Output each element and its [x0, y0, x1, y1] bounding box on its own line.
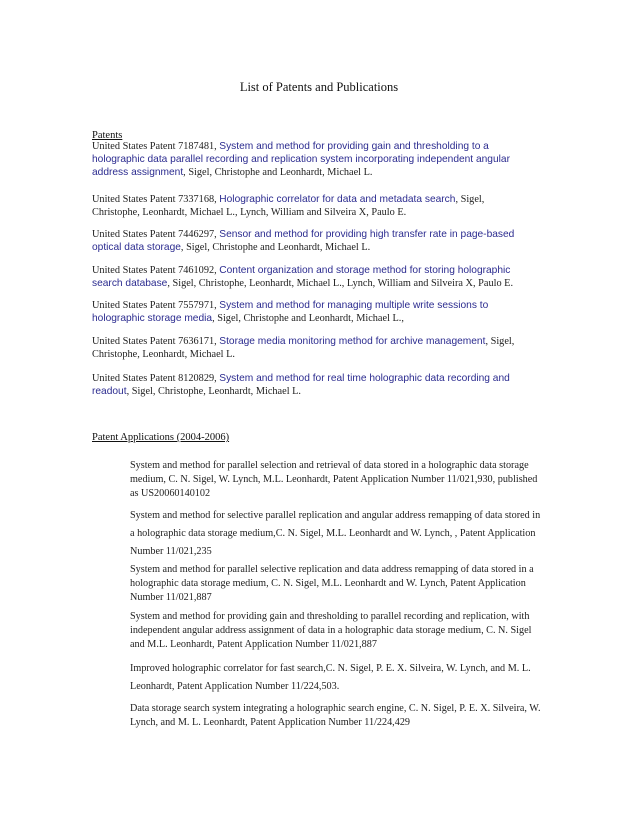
patent-entry	[92, 335, 532, 361]
patent-title-link[interactable]: System and method for real time holographic data recording and readout	[92, 373, 510, 397]
patent-number: United States Patent 7187481,	[92, 141, 217, 152]
patents-heading: Patents	[92, 130, 123, 141]
patent-title-link[interactable]: Storage media monitoring method for archive management	[219, 336, 486, 347]
applications-heading: Patent Applications (2004-2006)	[92, 432, 230, 443]
patent-authors: , Sigel, Christophe, Leonhardt, Michael L., Lynch, William and Silveira X, Paulo E.	[167, 278, 514, 289]
patent-authors: , Sigel, Christophe and Leonhardt, Michael L.,	[212, 313, 404, 324]
patent-authors: , Sigel, Christophe and Leonhardt, Michael L.	[180, 242, 371, 253]
patent-number: United States Patent 7337168,	[92, 194, 217, 205]
patent-authors: , Sigel, Christophe, Leonhardt, Michael L.	[126, 386, 302, 397]
patent-number: United States Patent 7557971,	[92, 300, 217, 311]
patent-number: United States Patent 7636171,	[92, 336, 217, 347]
patent-title-link[interactable]: System and method for providing gain and thresholding to a holographic data parallel recording and replication system incorporating independent angular address assignment	[92, 141, 510, 178]
patent-title-link[interactable]: Content organization and storage method for storing holographic search database	[92, 265, 511, 289]
patent-entry	[92, 299, 532, 325]
application-entry: Improved holographic correlator for fast search,C. N. Sigel, P. E. X. Silveira, W. Lynch, and M. L. Leonhardt, Patent Application Number 11/224,503.	[130, 663, 531, 692]
patent-title-link[interactable]: Holographic correlator for data and metadata search	[219, 194, 456, 205]
patent-entry	[92, 264, 532, 290]
patent-authors: , Sigel, Christophe, Leonhardt, Michael L., Lynch, William and Silveira X, Paulo E.	[92, 194, 485, 218]
application-entry: System and method for providing gain and thresholding to parallel recording and replication, with independent angular address assignment of data in a holographic data storage medium, C. N. Sigel and M.L. Leonhardt, Patent Application Number 11/021,887	[130, 611, 532, 650]
patent-title-link[interactable]: System and method for managing multiple write sessions to holographic storage media	[92, 300, 489, 324]
patent-entry	[92, 228, 532, 254]
application-entry: Data storage search system integrating a holographic search engine, C. N. Sigel, P. E. X. Silveira, W. Lynch, and M. L. Leonhardt, Patent Application Number 11/224,429	[130, 703, 541, 728]
patent-authors: , Sigel, Christophe, Leonhardt, Michael L.	[92, 336, 515, 360]
patent-entry	[92, 193, 532, 219]
patent-number: United States Patent 7446297,	[92, 229, 217, 240]
page-title: List of Patents and Publications	[239, 80, 399, 94]
patent-number: United States Patent 8120829,	[92, 373, 217, 384]
patent-number: United States Patent 7461092,	[92, 265, 217, 276]
patent-entry	[92, 372, 532, 398]
patent-title-link[interactable]: Sensor and method for providing high transfer rate in page-based optical data storage	[92, 229, 515, 253]
application-entry: System and method for selective parallel replication and angular address remapping of data stored in a holographic data storage medium,C. N. Sigel, M.L. Leonhardt and W. Lynch, , Patent Application Number 11/021,235	[130, 510, 541, 557]
application-entry: System and method for parallel selective replication and data address remapping of data stored in a holographic data storage medium, C. N. Sigel, M.L. Leonhardt and W. Lynch, Patent Application Number 11/021,887	[130, 564, 534, 603]
patent-authors: , Sigel, Christophe and Leonhardt, Michael L.	[183, 167, 373, 178]
application-entry: System and method for parallel selection and retrieval of data stored in a holographic data storage medium, C. N. Sigel, W. Lynch, M.L. Leonhardt, Patent Application Number 11/021,930, published as US20060140102	[130, 460, 538, 499]
patent-entry	[92, 140, 532, 179]
